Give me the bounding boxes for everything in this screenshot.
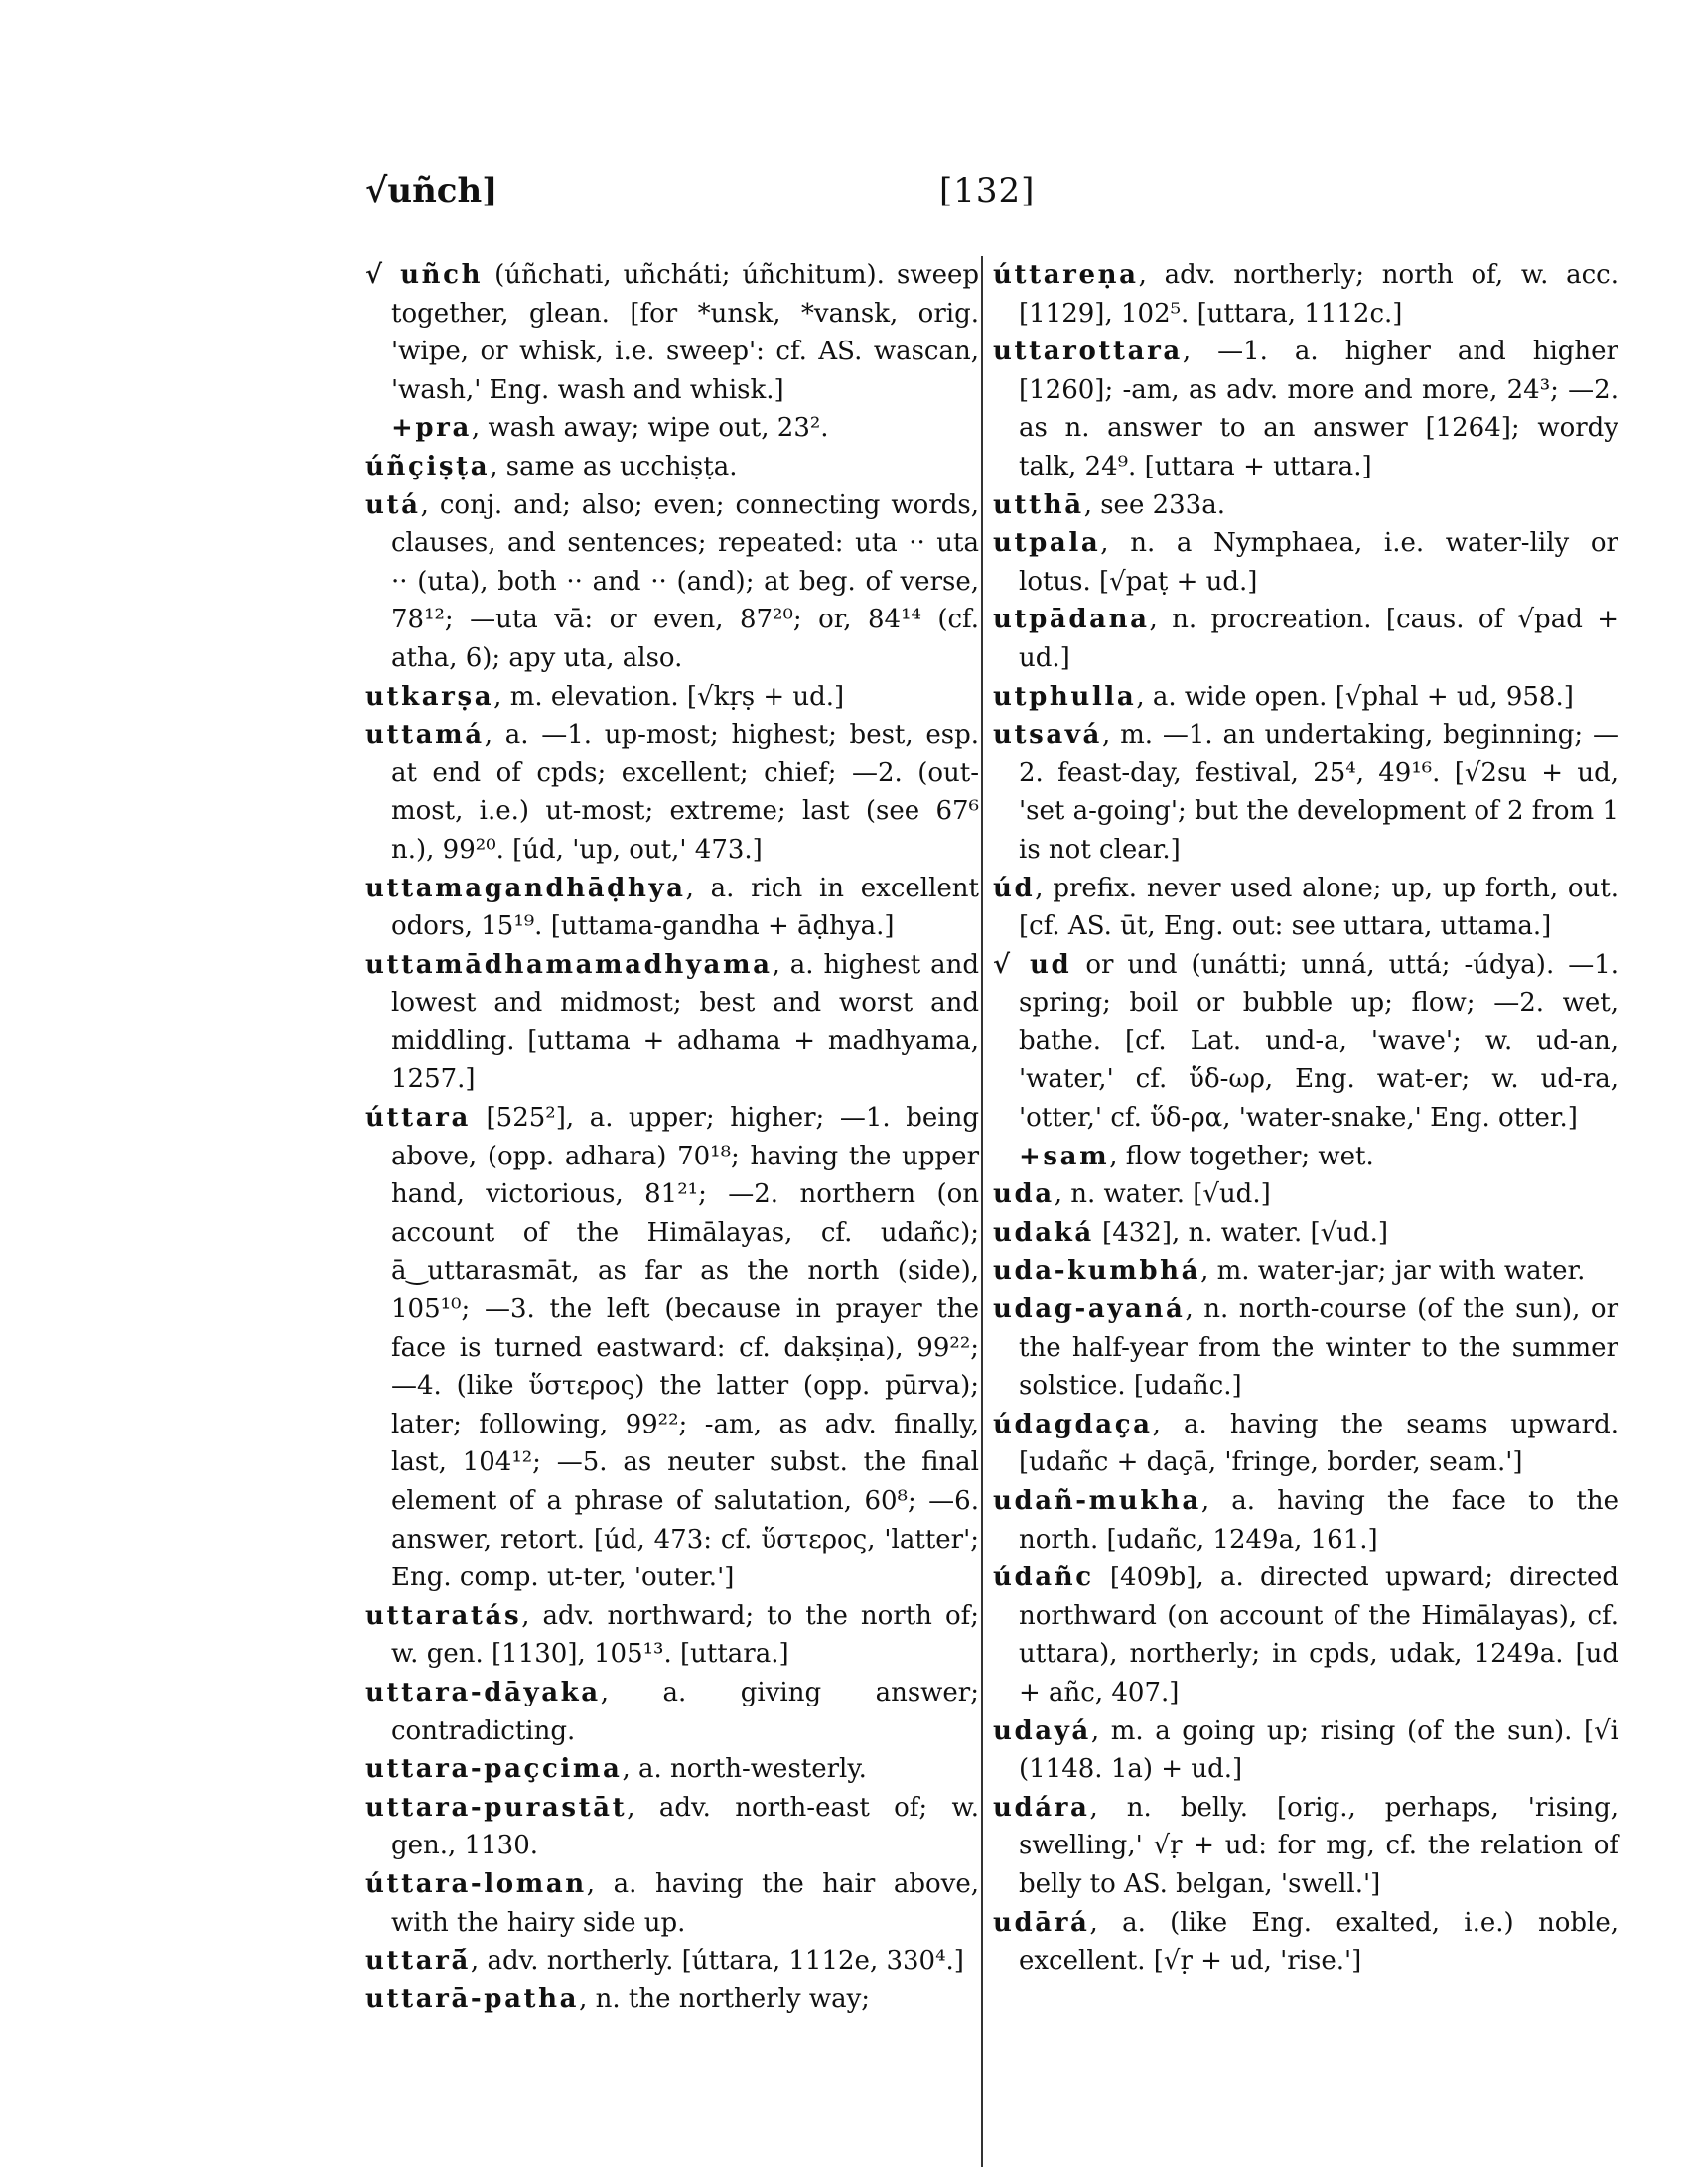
- dictionary-entry: [365, 1789, 979, 1865]
- entry-definition: , —1. a. higher and higher [1260]; -am, as adv. more and more, 24³; —2. as n. answer to an answer [1264]; wordy talk, 24⁹. [uttara + uttara.]: [1019, 337, 1618, 481]
- entry-headword: údagdaça: [993, 1409, 1153, 1439]
- dictionary-entry: [993, 1175, 1618, 1214]
- dictionary-entry: [365, 1597, 979, 1674]
- entry-definition: or und (unátti; unná, uttá; -údya). —1. spring; boil or bubble up; flow; —2. wet, bathe. [cf. Lat. und-a, 'wave'; w. ud-an, 'water,' cf. ὕδ-ωρ, Eng. wat-er; w. ud-ra, 'otter,' cf. ὕδ-ρα, 'water-snake,' Eng. otter.]: [1019, 949, 1619, 1134]
- entry-definition: , a. giving answer; contradicting.: [391, 1677, 979, 1746]
- entry-headword: udayá: [993, 1715, 1091, 1746]
- dictionary-entry: [993, 1712, 1618, 1789]
- entry-headword: uttamādhamamadhyama: [365, 949, 773, 980]
- entry-definition: , a. (like Eng. exalted, i.e.) noble, excellent. [√ṛ + ud, 'rise.']: [1019, 1907, 1618, 1977]
- entry-headword: uda: [993, 1179, 1055, 1210]
- entry-definition: , adv. northerly; north of, w. acc. [1129], 102⁵. [uttara, 1112c.]: [1019, 260, 1618, 329]
- entry-definition: , a. having the hair above, with the hairy side up.: [391, 1868, 979, 1938]
- dictionary-entry: [365, 1942, 979, 1980]
- entry-headword: +sam: [1019, 1141, 1110, 1171]
- entry-definition: , a. wide open. [√phal + ud, 958.]: [1136, 681, 1574, 712]
- entry-headword: uttara-dāyaka: [365, 1677, 601, 1707]
- entry-definition: , a. rich in excellent odors, 15¹⁹. [uttama-gandha + āḍhya.]: [391, 873, 979, 942]
- dictionary-entry: [365, 1865, 979, 1942]
- entry-definition: , m. elevation. [√kṛṣ + ud.]: [493, 681, 845, 712]
- entry-headword: udārá: [993, 1907, 1090, 1938]
- dictionary-entry: [993, 1214, 1618, 1253]
- entry-definition: , adv. north-east of; w. gen., 1130.: [391, 1792, 979, 1861]
- entry-headword: udaká: [993, 1217, 1094, 1248]
- entry-headword: uttaratás: [365, 1600, 522, 1631]
- entry-definition: , m. water-jar; jar with water.: [1200, 1256, 1586, 1287]
- entry-headword: utkarṣa: [365, 681, 494, 712]
- entry-headword: utphulla: [993, 681, 1137, 712]
- entry-headword: úttara: [365, 1103, 471, 1134]
- dictionary-entry: [993, 1904, 1618, 1980]
- dictionary-entry: [365, 1980, 979, 2019]
- entry-headword: utthā: [993, 489, 1084, 520]
- entry-definition: , m. a going up; rising (of the sun). [√i (1148. 1a) + ud.]: [1019, 1715, 1618, 1785]
- entry-headword: utpādana: [993, 605, 1150, 635]
- dictionary-entry: [365, 486, 979, 678]
- entry-definition: , a. highest and lowest and midmost; best and worst and middling. [uttama + adhama + madhyama, 1257.]: [391, 949, 979, 1095]
- entry-headword: udára: [993, 1792, 1090, 1823]
- entry-definition: , a. —1. up-most; highest; best, esp. at end of cpds; excellent; chief; —2. (out-most, i.e.) ut-most; extreme; last (see 67⁶ n.), 99²⁰. [úd, 'up, out,' 473.]: [391, 720, 979, 865]
- entry-definition: , a. north-westerly.: [622, 1754, 867, 1785]
- entry-definition: , see 233a.: [1083, 489, 1225, 520]
- dictionary-entry: [993, 333, 1618, 485]
- page-header: [365, 171, 1358, 230]
- entry-headword: údañc: [993, 1563, 1094, 1593]
- dictionary-entry: [993, 946, 1618, 1138]
- dictionary-entry: [365, 1750, 979, 1789]
- entry-definition: , n. procreation. [caus. of √pad + ud.]: [1019, 605, 1618, 673]
- entry-headword: úd: [993, 873, 1036, 903]
- entry-definition: , n. the northerly way;: [579, 1983, 871, 2014]
- entry-headword: uttarā́: [365, 1946, 471, 1977]
- dictionary-entry: [365, 1674, 979, 1750]
- page-number: [132]: [939, 171, 1036, 210]
- entry-definition: [525²], a. upper; higher; —1. being above, (opp. adhara) 70¹⁸; having the upper hand, victorious, 81²¹; —2. northern (on account of the Himālayas, cf. udañc); ā‿uttarasmāt, as far as the north (side), 105¹⁰; —3. the left (because in prayer the face is turned eastward: cf. dakṣiṇa), 99²²; —4. (like ὕστερος) the latter (opp. pūrva); later; following, 99²²; -am, as adv. finally, last, 104¹²; —5. as neuter subst. the final element of a phrase of salutation, 60⁸; —6. answer, retort. [úd, 473: cf. ὕστερος, 'latter'; Eng. comp. ut-ter, 'outer.']: [391, 1103, 979, 1593]
- entry-definition: , prefix. never used alone; up, up forth, out. [cf. AS. ūt, Eng. out: see uttara, uttama.]: [1019, 873, 1618, 942]
- dictionary-entry: [993, 1138, 1618, 1176]
- running-head: √uñch]: [365, 171, 498, 210]
- dictionary-entry: [365, 256, 979, 409]
- entry-definition: , adv. northward; to the north of; w. gen. [1130], 105¹³. [uttara.]: [391, 1600, 979, 1670]
- dictionary-entry: [993, 716, 1618, 869]
- entry-definition: , wash away; wipe out, 23².: [471, 413, 829, 444]
- entry-headword: úñçiṣṭa: [365, 451, 491, 481]
- entry-definition: (úñchati, uñcháti; úñchitum). sweep together, glean. [for *unsk, *vansk, orig. 'wipe, or whisk, i.e. sweep': cf. AS. wascan, 'wash,' Eng. wash and whisk.]: [391, 260, 979, 405]
- entry-headword: √ uñch: [365, 260, 484, 290]
- dictionary-entry: [365, 409, 979, 448]
- dictionary-entry: [365, 716, 979, 869]
- dictionary-entry: [993, 1291, 1618, 1406]
- entry-definition: , n. belly. [orig., perhaps, 'rising, swelling,' √ṛ + ud: for mg, cf. the relation of belly to AS. belgan, 'swell.']: [1019, 1792, 1618, 1899]
- entry-definition: , a. having the face to the north. [udañc, 1249a, 161.]: [1019, 1486, 1618, 1555]
- dictionary-entry: [365, 946, 979, 1099]
- entry-headword: uttarā-patha: [365, 1983, 580, 2014]
- entry-definition: , conj. and; also; even; connecting words, clauses, and sentences; repeated: uta ·· uta ·· (uta), both ·· and ·· (and); at beg. of verse, 78¹²; —uta vā: or even, 87²⁰; or, 84¹⁴ (cf. atha, 6); apy uta, also.: [391, 489, 979, 673]
- left-column: [365, 256, 979, 2018]
- entry-definition: , n. a Nymphaea, i.e. water-lily or lotus. [√paṭ + ud.]: [1019, 528, 1618, 597]
- dictionary-entry: [993, 256, 1618, 333]
- entry-definition: , m. —1. an undertaking, beginning; —2. feast-day, festival, 25⁴, 49¹⁶. [√2su + ud, 'set a-going'; but the development of 2 from 1 is not clear.]: [1019, 720, 1618, 865]
- entry-headword: utá: [365, 489, 421, 520]
- entry-headword: √ ud: [993, 949, 1072, 980]
- entry-definition: , n. water. [√ud.]: [1054, 1179, 1271, 1210]
- entry-headword: uttamagandhāḍhya: [365, 873, 686, 903]
- entry-headword: udañ-mukha: [993, 1486, 1201, 1516]
- entry-headword: udag-ayaná: [993, 1295, 1186, 1325]
- right-column: [993, 256, 1618, 1980]
- column-divider: [981, 256, 983, 2167]
- entry-definition: , flow together; wet.: [1109, 1141, 1374, 1171]
- entry-headword: uttamá: [365, 720, 485, 751]
- entry-definition: , a. having the seams upward. [udañc + daçā, 'fringe, border, seam.']: [1019, 1409, 1618, 1478]
- dictionary-entry: [993, 486, 1618, 525]
- dictionary-entry: [993, 1789, 1618, 1904]
- entry-headword: úttara-loman: [365, 1868, 587, 1899]
- entry-headword: utsavá: [993, 720, 1102, 751]
- dictionary-entry: [993, 1559, 1618, 1711]
- dictionary-entry: [993, 1252, 1618, 1291]
- entry-headword: uttara-purastāt: [365, 1792, 628, 1823]
- entry-headword: +pra: [391, 413, 472, 444]
- dictionary-entry: [993, 870, 1618, 946]
- entry-headword: úttareṇa: [993, 260, 1139, 290]
- dictionary-entry: [993, 1406, 1618, 1482]
- entry-definition: [432], n. water. [√ud.]: [1093, 1217, 1388, 1248]
- dictionary-entry: [993, 601, 1618, 677]
- entry-definition: , n. north-course (of the sun), or the half-year from the winter to the summer solstice. [udañc.]: [1019, 1295, 1618, 1402]
- dictionary-entry: [365, 870, 979, 946]
- dictionary-entry: [993, 678, 1618, 717]
- entry-definition: , adv. northerly. [úttara, 1112e, 330⁴.]: [470, 1946, 964, 1977]
- entry-headword: uttarottara: [993, 337, 1183, 367]
- entry-headword: utpala: [993, 528, 1101, 559]
- dictionary-entry: [365, 678, 979, 717]
- entry-definition: [409b], a. directed upward; directed northward (on account of the Himālayas), cf. uttara), northerly; in cpds, udak, 1249a. [ud + añc, 407.]: [1019, 1563, 1618, 1707]
- entry-headword: uda-kumbhá: [993, 1256, 1201, 1287]
- entry-definition: , same as ucchiṣṭa.: [490, 451, 738, 481]
- entry-headword: uttara-paçcima: [365, 1754, 623, 1785]
- dictionary-entry: [365, 1099, 979, 1597]
- dictionary-entry: [993, 524, 1618, 601]
- dictionary-entry: [993, 1482, 1618, 1559]
- dictionary-entry: [365, 448, 979, 486]
